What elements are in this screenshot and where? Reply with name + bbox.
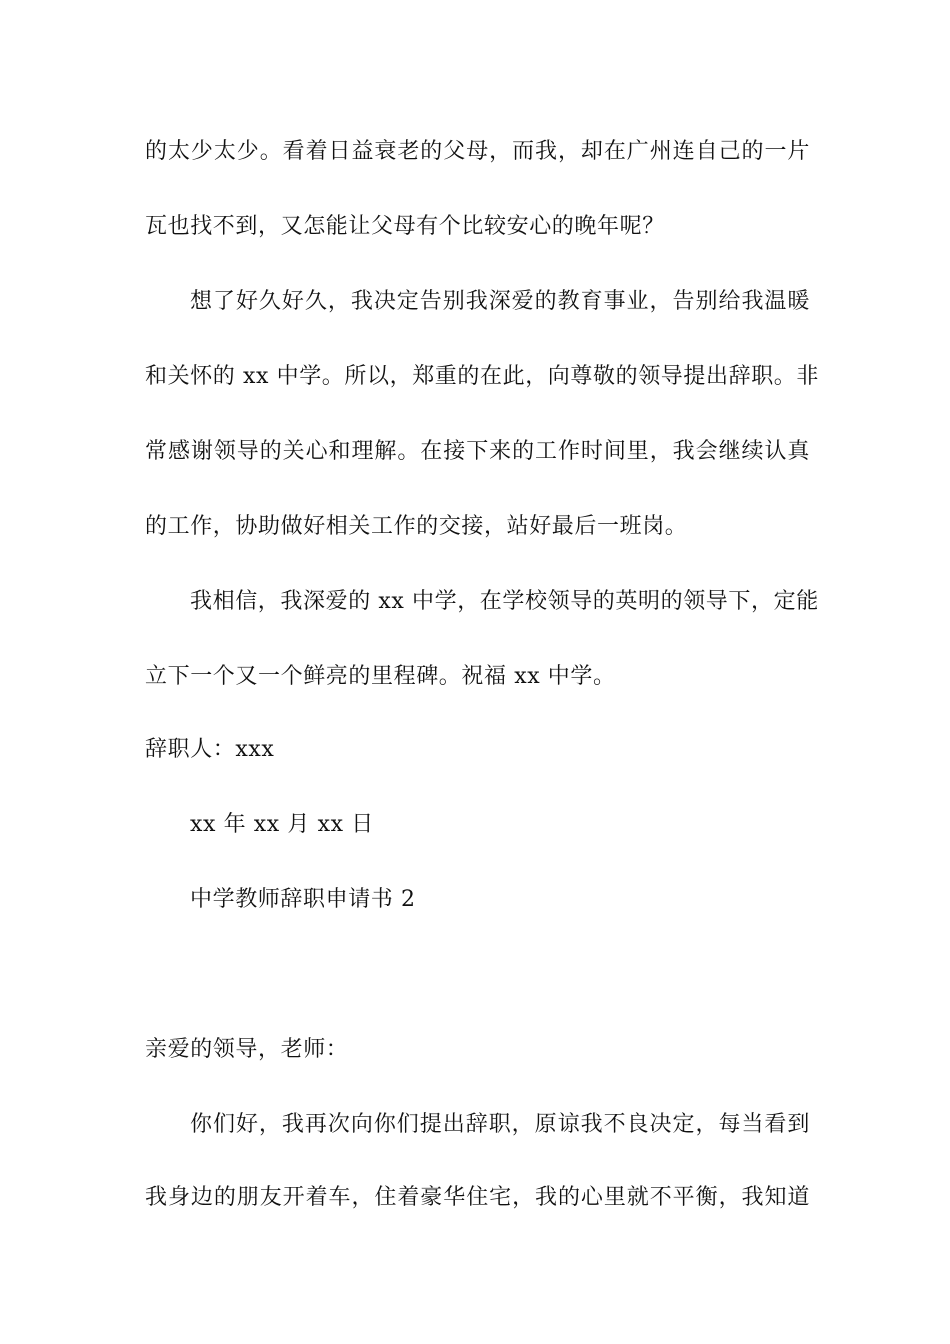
paragraph-line: 常感谢领导的关心和理解。在接下来的工作时间里，我会继续认真	[145, 439, 810, 464]
resignee-line: 辞职人：xxx	[145, 737, 275, 762]
salutation: 亲爱的领导，老师：	[145, 1037, 349, 1062]
paragraph-line: 你们好，我再次向你们提出辞职，原谅我不良决定，每当看到	[190, 1112, 810, 1137]
paragraph-line: 我身边的朋友开着车，住着豪华住宅，我的心里就不平衡，我知道	[145, 1185, 810, 1210]
paragraph-line: 的工作，协助做好相关工作的交接，站好最后一班岗。	[145, 514, 688, 539]
paragraph-line: 立下一个又一个鲜亮的里程碑。祝福 xx 中学。	[145, 664, 616, 689]
paragraph-line: 和关怀的 xx 中学。所以，郑重的在此，向尊敬的领导提出辞职。非	[145, 364, 820, 389]
paragraph-line: 我相信，我深爱的 xx 中学，在学校领导的英明的领导下，定能	[190, 589, 819, 614]
paragraph-line: 的太少太少。看着日益衰老的父母，而我，却在广州连自己的一片	[145, 139, 810, 164]
paragraph-line: 想了好久好久，我决定告别我深爱的教育事业，告别给我温暖	[190, 289, 810, 314]
paragraph-line: 瓦也找不到，又怎能让父母有个比较安心的晚年呢？	[145, 214, 665, 239]
date-line: xx 年 xx 月 xx 日	[190, 812, 374, 837]
section-title: 中学教师辞职申请书 2	[190, 887, 416, 912]
